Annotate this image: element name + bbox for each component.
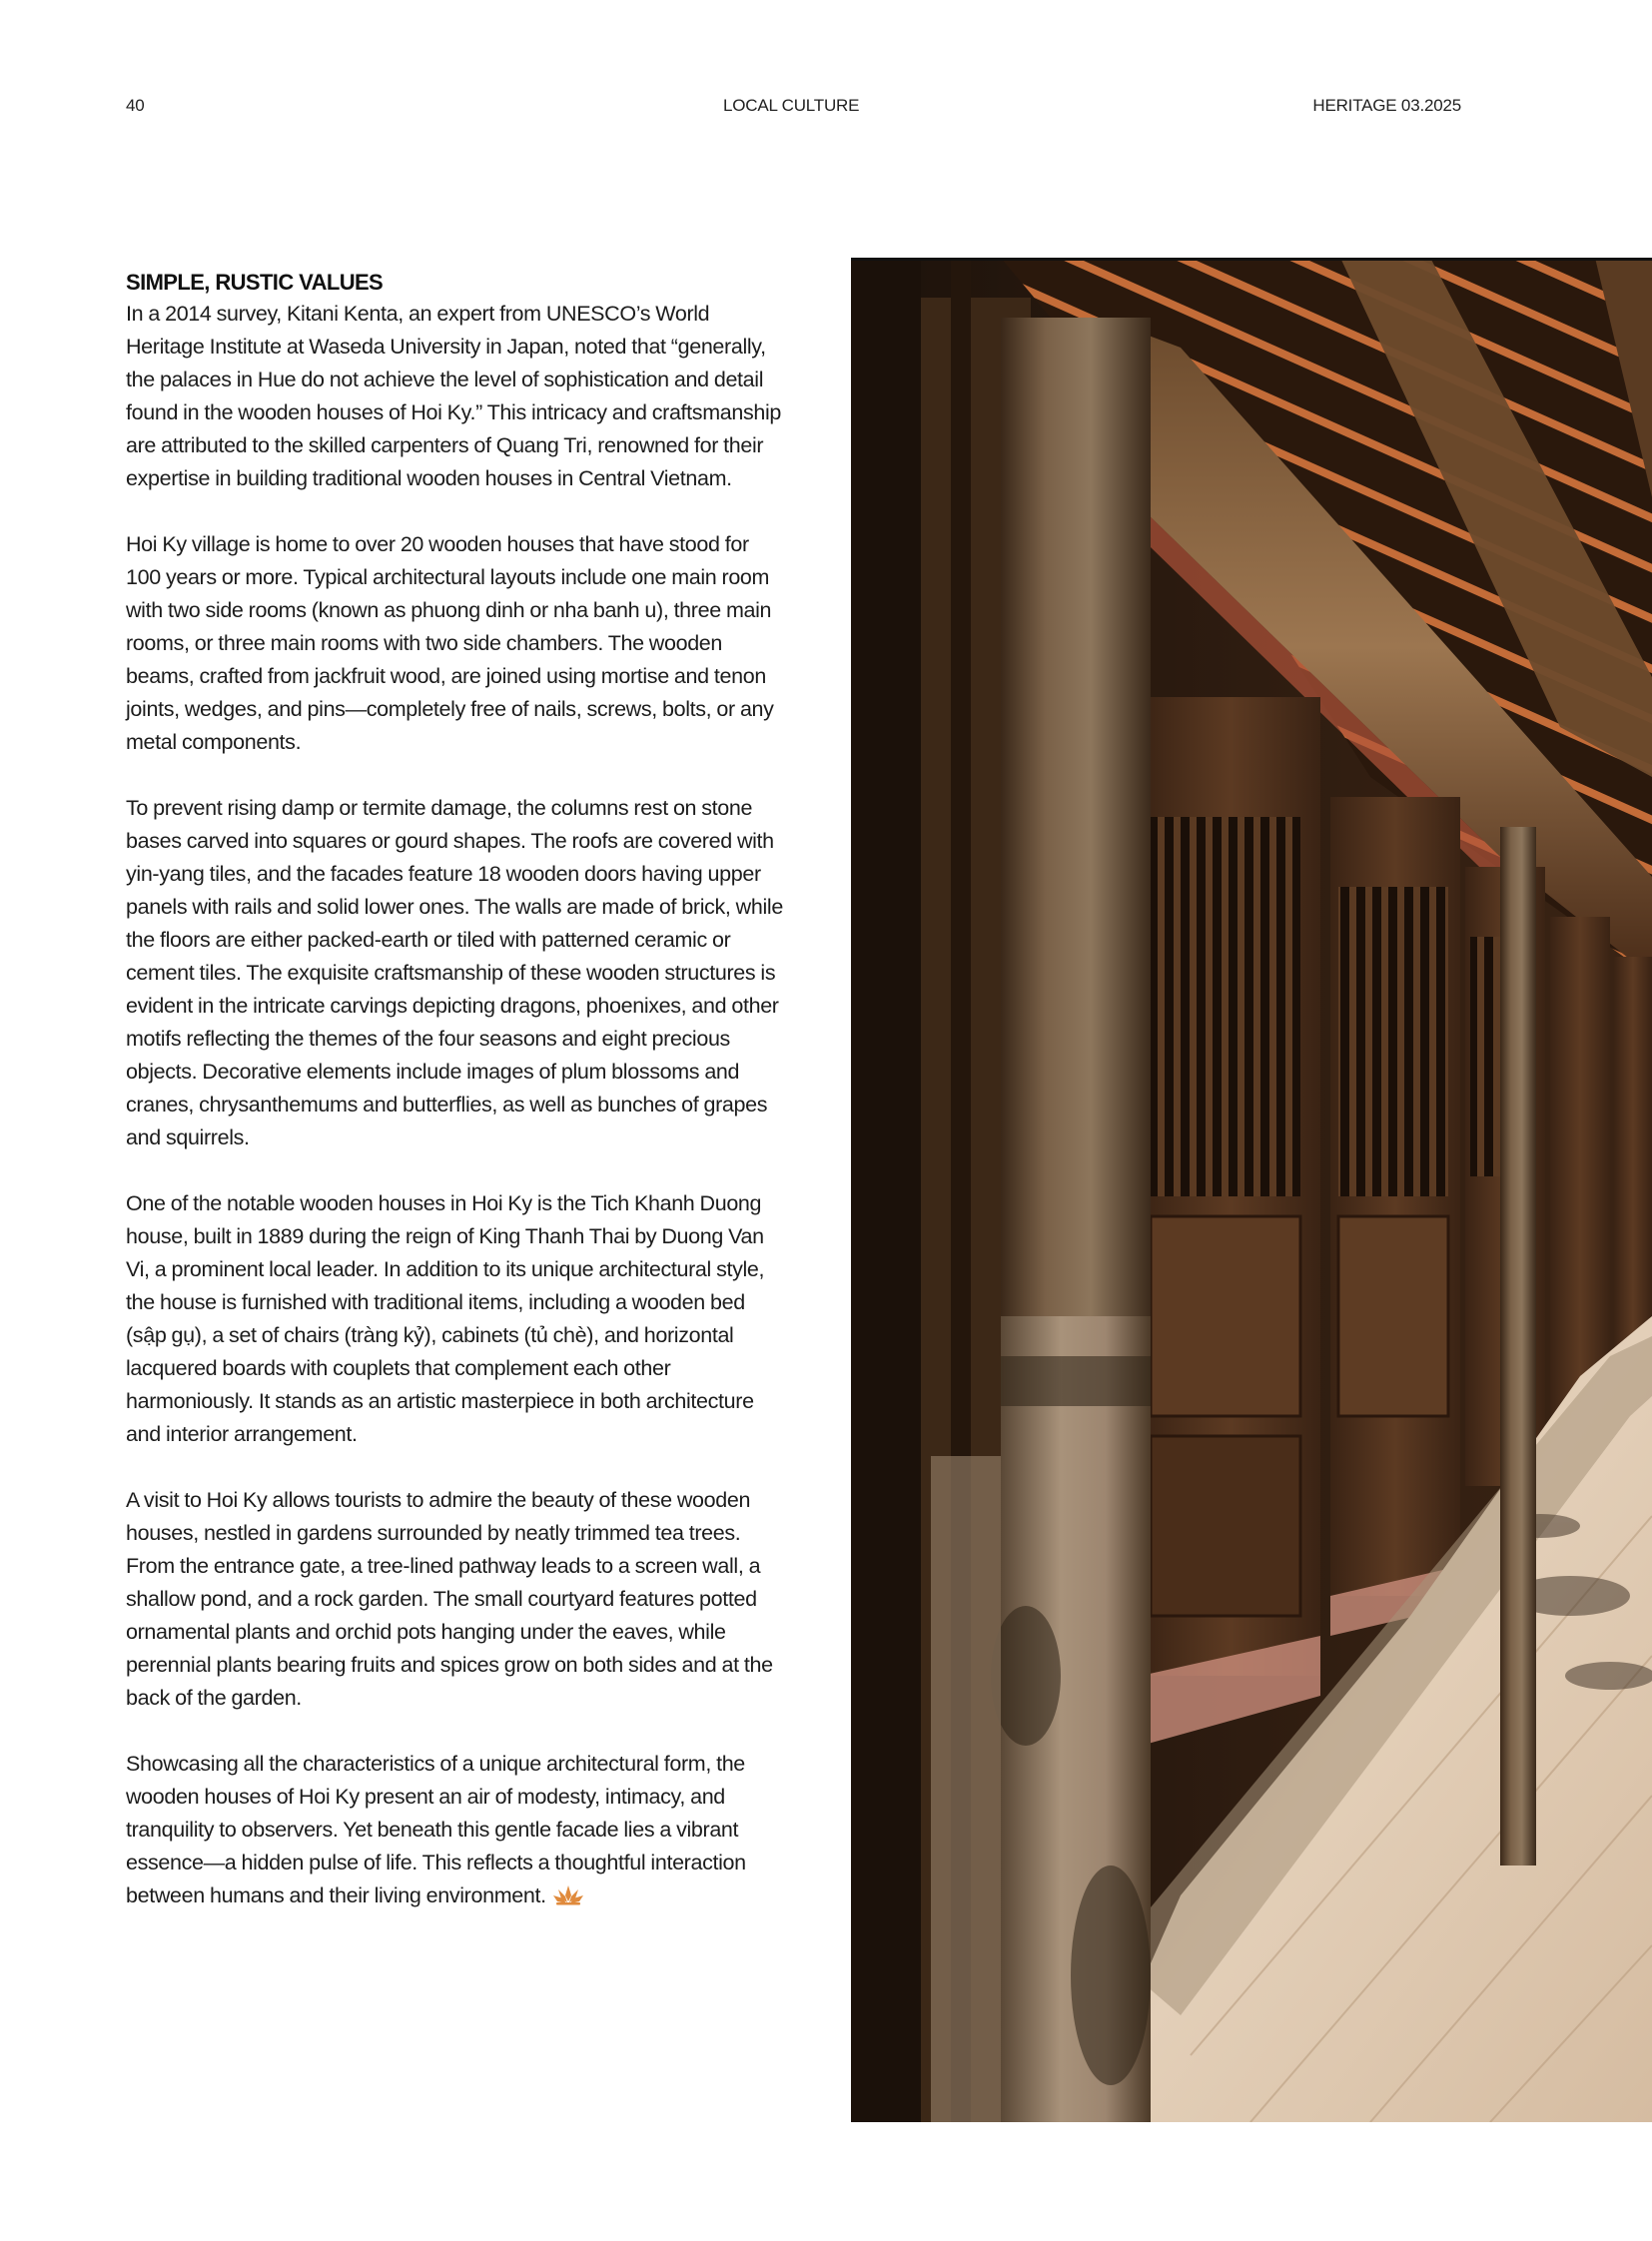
article-column [126,268,785,1945]
section-label: LOCAL CULTURE [723,96,860,115]
section-heading: SIMPLE, RUSTIC VALUES [126,270,384,295]
side-post-sunlit [931,1456,1001,2122]
veranda-photo [851,258,1652,2122]
door-2-panel [1338,1216,1448,1416]
door-2-lattice [1338,887,1448,1196]
page-number: 40 [126,96,145,115]
photo-illustration [851,258,1652,2122]
photo-top-edge [851,258,1652,261]
paragraph-4: One of the notable wooden houses in Hoi Ky is the Tich Khanh Duong house, built in 1889 during the reign of King Thanh Thai by Duong Van Vi, a prominent local leader. In addition to its unique architectural style, the house is furnished with traditional items, including a wooden bed (sập gụ), a set of chairs (tràng kỷ), cabinets (tủ chè), and horizontal lacquered boards with couplets that complement each other harmoniously. It stands as an artistic masterpiece in both architecture and interior arrangement. [126,1191,765,1446]
door-1-lower-panel [1151,1436,1300,1616]
paragraph-6-text: Showcasing all the characteristics of a unique architectural form, the wooden houses of Hoi Ky present an air of modesty, intimacy, and tranquility to observers. Yet beneath this gentle facade lies a vibrant essence—a hidden pulse of life. This reflects a thoughtful interaction between humans and their living environment. [126,1752,746,1907]
issue-label: HERITAGE 03.2025 [1312,96,1461,115]
paragraph-6 [126,1748,785,1912]
running-header [0,96,1652,120]
door-4 [1550,917,1610,1416]
left-frame [851,258,921,2122]
paragraph-1: In a 2014 survey, Kitani Kenta, an expert from UNESCO’s World Heritage Institute at Waseda University in Japan, noted that “generally, the palaces in Hue do not achieve the level of sophistication and detail found in the wooden houses of Hoi Ky.” This intricacy and craftsmanship are attributed to the skilled carpenters of Quang Tri, renowned for their expertise in building traditional wooden houses in Central Vietnam. [126,302,782,490]
paragraph-3: To prevent rising damp or termite damage, the columns rest on stone bases carved into squares or gourd shapes. The roofs are covered with yin-yang tiles, and the facades feature 18 wooden doors having upper panels with rails and solid lower ones. The walls are made of brick, while the floors are either packed-earth or tiled with patterned ceramic or cement tiles. The exquisite craftsmanship of these wooden structures is evident in the intricate carvings depicting dragons, phoenixes, and other motifs reflecting the themes of the four seasons and eight precious objects. Decorative elements include images of plum blossoms and cranes, chrysanthemums and butterflies, as well as bunches of grapes and squirrels. [126,796,783,1149]
lotus-icon [552,1882,584,1904]
column-far [1500,827,1536,1866]
door-1-lattice [1151,817,1300,1196]
paragraph-5: A visit to Hoi Ky allows tourists to admire the beauty of these wooden houses, nestled in gardens surrounded by neatly trimmed tea trees. From the entrance gate, a tree-lined pathway leads to a screen wall, a shallow pond, and a rock garden. The small courtyard features potted ornamental plants and orchid pots hanging under the eaves, while perennial plants bearing fruits and spices grow on both sides and at the back of the garden. [126,1488,773,1710]
main-column-upper [1001,318,1151,1316]
paragraph-2: Hoi Ky village is home to over 20 wooden houses that have stood for 100 years or more. Typical architectural layouts include one main room with two side rooms (known as phuong dinh or nha banh u), three main rooms, or three main rooms with two side chambers. The wooden beams, crafted from jackfruit wood, are joined using mortise and tenon joints, wedges, and pins—completely free of nails, screws, bolts, or any metal components. [126,532,774,754]
door-1-panel [1151,1216,1300,1416]
